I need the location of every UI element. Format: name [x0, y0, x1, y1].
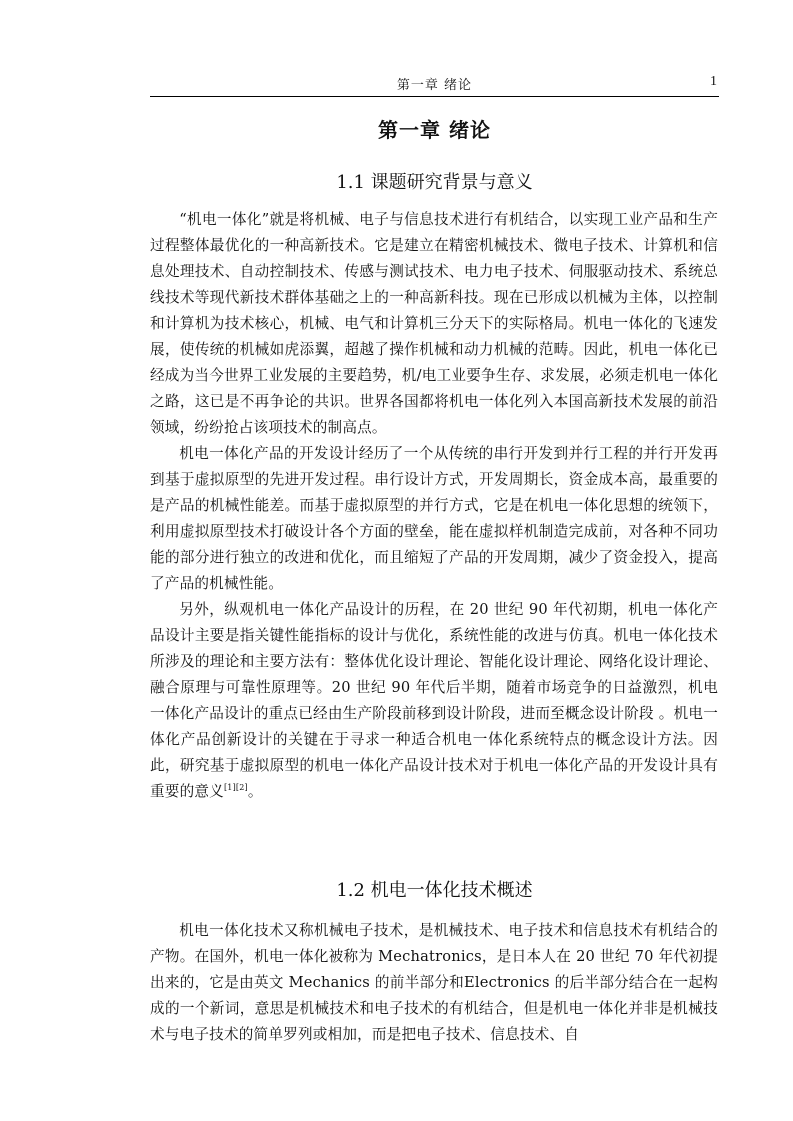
section-1-1-body	[150, 207, 718, 805]
page-number: 1	[710, 74, 717, 89]
paragraph: 机电一体化产品的开发设计经历了一个从传统的串行开发到并行工程的并行开发再到基于虚拟原型的先进开发过程。串行设计方式，开发周期长，资金成本高，最重要的是产品的机械性能差。而基于虚拟原型的并行方式，它是在机电一体化思想的统领下，利用虚拟原型技术打破设计各个方面的壁垒，能在虚拟样机制造完成前，对各种不同功能的部分进行独立的改进和优化，而且缩短了产品的开发周期，减少了资金投入，提高了产品的机械性能。	[150, 445, 718, 592]
citation-reference[interactable]: [1][2]	[223, 783, 248, 792]
paragraph: “机电一体化”就是将机械、电子与信息技术进行有机结合，以实现工业产品和生产过程整体最优化的一种高新技术。它是建立在精密机械技术、微电子技术、计算机和信息处理技术、自动控制技术、传感与测试技术、电力电子技术、伺服驱动技术、系统总线技术等现代新技术群体基础之上的一种高新科技。现在已形成以机械为主体，以控制和计算机为技术核心，机械、电气和计算机三分天下的实际格局。机电一体化的飞速发展，使传统的机械如虎添翼，超越了操作机械和动力机械的范畴。因此，机电一体化已经成为当今世界工业发展的主要趋势，机/电工业要争生存、求发展，必须走机电一体化之路，这已是不再争论的共识。世界各国都将机电一体化列入本国高新技术发展的前沿领域，纷纷抢占该项技术的制高点。	[150, 211, 718, 436]
section-1-2-body	[150, 918, 718, 1048]
paragraph: 机电一体化技术又称机械电子技术，是机械技术、电子技术和信息技术有机结合的产物。在国外，机电一体化被称为 Mechatronics，是日本人在 20 世纪 70 年代初提出来的，它是由英文 Mechanics 的前半部分和Electronics 的后半部分结合在一起构成的一个新词，意思是机械技术和电子技术的有机结合，但是机电一体化并非是机械技术与电子技术的简单罗列或相加，而是把电子技术、信息技术、自	[150, 922, 718, 1043]
paragraph-with-citation	[150, 597, 718, 805]
section-title-1-1: 1.1 课题研究背景与意义	[336, 172, 533, 193]
paragraph-text: 另外，纵观机电一体化产品设计的历程，在 20 世纪 90 年代初期，机电一体化产品设计主要是指关键性能指标的设计与优化，系统性能的改进与仿真。机电一体化技术所涉及的理论和主要方法有：整体优化设计理论、智能化设计理论、网络化设计理论、融合原理与可靠性原理等。20 世纪 90 年代后半期，随着市场竞争的日益激烈，机电一体化产品设计的重点已经由生产阶段前移到设计阶段，进而至概念设计阶段 。机电一体化产品创新设计的关键在于寻求一种适合机电一体化系统特点的概念设计方法。因此，研究基于虚拟原型的机电一体化产品设计技术对于机电一体化产品的开发设计具有重要的意义	[150, 601, 718, 800]
running-header-title: 第一章 绪论	[396, 78, 473, 93]
running-header	[150, 72, 719, 97]
section-title-1-2: 1.2 机电一体化技术概述	[336, 880, 533, 901]
chapter-title: 第一章 绪论	[378, 118, 491, 142]
paragraph-end-punctuation: 。	[247, 783, 263, 800]
